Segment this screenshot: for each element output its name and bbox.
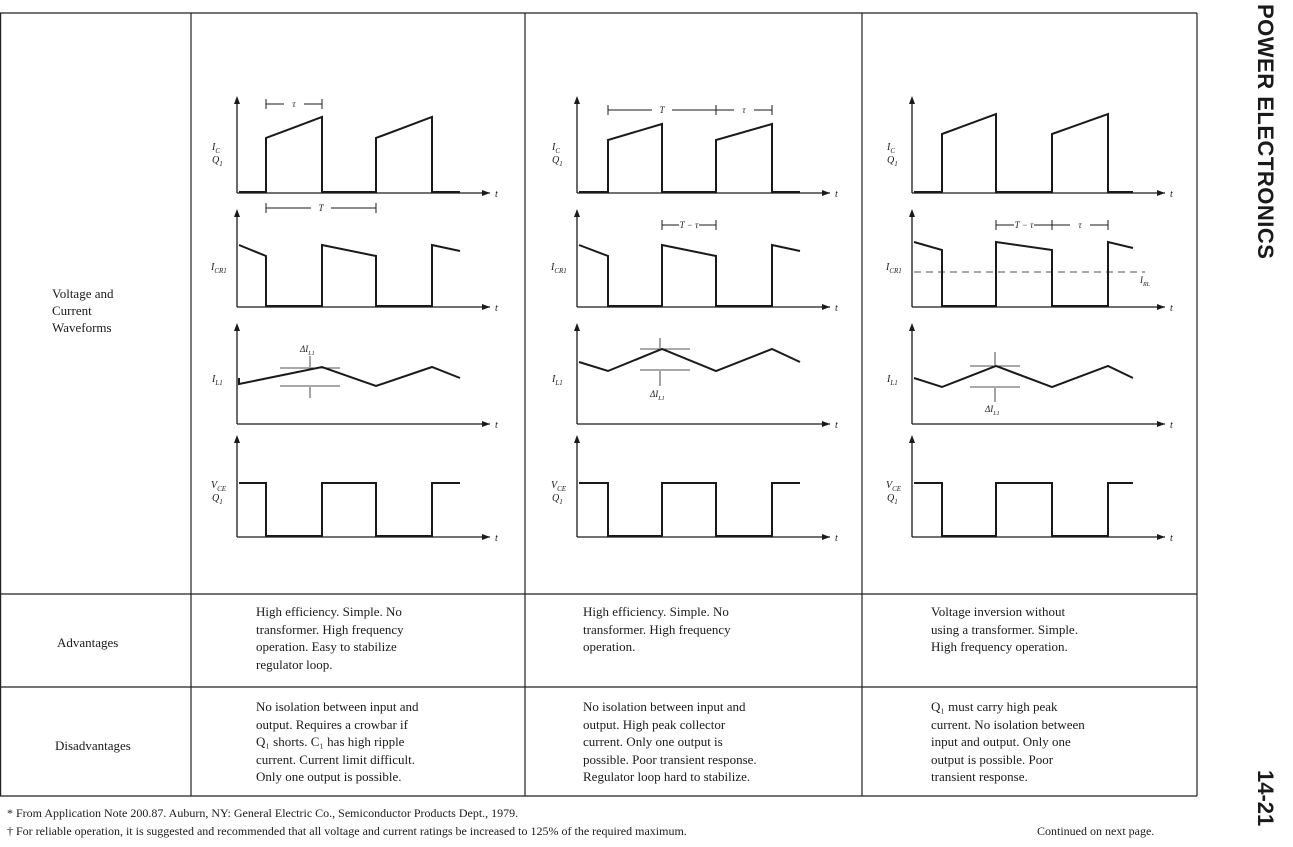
- page-number: 14-21: [1253, 770, 1278, 827]
- row-label-disadvantages: Disadvantages: [55, 738, 131, 753]
- cell-line: transformer. High frequency: [256, 621, 404, 637]
- axis-arrow-up: [909, 209, 915, 217]
- vce-label: $V_{CE}$: [551, 480, 567, 493]
- delta-il-label: $\Delta I_{L1}$: [650, 389, 665, 402]
- q1-label: $Q_1$: [212, 155, 223, 168]
- row-label-waveforms: [52, 285, 114, 336]
- cell-line: output. High peak collector: [583, 716, 726, 732]
- icr1-label: $I_{CR1}$: [211, 262, 227, 275]
- disadvantages-cell-buck: [256, 698, 418, 786]
- t-axis-label: t: [495, 533, 498, 544]
- cell-line: current. No isolation between: [931, 716, 1085, 732]
- axis-arrow-up: [574, 323, 580, 331]
- cell-line: High efficiency. Simple. No: [583, 604, 729, 619]
- row-label-line: Voltage and: [52, 286, 114, 301]
- ic-waveform: [914, 114, 1133, 192]
- period-dimension-label: T: [659, 105, 665, 115]
- axis-arrow-up: [574, 435, 580, 443]
- vce-waveform: [239, 483, 460, 536]
- off-time-dimension-label: T − τ: [679, 220, 699, 230]
- period-dimension-label: T: [318, 203, 324, 213]
- waveforms-buck-boost: [885, 96, 1173, 544]
- axis-arrow-right: [482, 190, 490, 196]
- ic-label: $I_C$: [212, 142, 221, 155]
- footnote-source: * From Application Note 200.87. Auburn, NY: General Electric Co., Semiconductor Products Dept., 1979.: [7, 806, 519, 820]
- axis-arrow-up: [909, 435, 915, 443]
- footnote-ratings: † For reliable operation, it is suggested and recommended that all voltage and current ratings be increased to 125% of the required maximum.: [7, 824, 687, 838]
- delta-il-label: $\Delta I_{L1}$: [985, 404, 1000, 417]
- cell-line: possible. Poor transient response.: [583, 751, 757, 767]
- icr1-waveform: [914, 242, 1133, 306]
- il1-waveform: [914, 366, 1133, 387]
- q1-label: $Q_1$: [887, 155, 898, 168]
- vce-q1-label: $Q_1$: [552, 493, 563, 506]
- axis-arrow-up: [234, 435, 240, 443]
- axis-arrow-right: [1157, 304, 1165, 310]
- cell-line: operation. Easy to stabilize: [256, 639, 397, 654]
- axis-arrow-right: [1157, 421, 1165, 427]
- t-axis-label: t: [835, 303, 838, 314]
- cell-line: Q₁ must carry high peak: [931, 699, 1058, 714]
- cell-line: Regulator loop hard to stabilize.: [583, 769, 751, 784]
- axis-arrow-right: [482, 304, 490, 310]
- icr1-waveform: [579, 245, 800, 306]
- t-axis-label: t: [1170, 420, 1173, 431]
- axis-arrow-right: [482, 534, 490, 540]
- axis-arrow-right: [822, 421, 830, 427]
- il1-waveform: [579, 349, 800, 371]
- cell-line: using a transformer. Simple.: [931, 621, 1078, 637]
- t-axis-label: t: [835, 533, 838, 544]
- advantages-cell-buck-boost: [931, 603, 1078, 656]
- il1-label: $I_{L1}$: [887, 374, 898, 387]
- cell-line: High efficiency. Simple. No: [256, 604, 402, 619]
- vce-q1-label: $Q_1$: [887, 493, 898, 506]
- axis-arrow-up: [234, 323, 240, 331]
- il1-label: $I_{L1}$: [552, 374, 563, 387]
- cell-line: operation.: [583, 639, 636, 654]
- cell-line: output. Requires a crowbar if: [256, 716, 408, 732]
- cell-line: transient response.: [931, 769, 1028, 784]
- axis-arrow-up: [909, 323, 915, 331]
- il1-waveform: [239, 367, 460, 386]
- continued-note: Continued on next page.: [1037, 824, 1155, 838]
- waveforms-buck: [210, 96, 498, 544]
- cell-line: Voltage inversion without: [931, 604, 1066, 619]
- ic-waveform: [579, 124, 800, 192]
- t-axis-label: t: [1170, 303, 1173, 314]
- cell-line: input and output. Only one: [931, 734, 1071, 749]
- icr1-label: $I_{CR1}$: [886, 262, 902, 275]
- axis-arrow-right: [822, 190, 830, 196]
- cell-line: No isolation between input and: [256, 699, 419, 714]
- cell-line: Q₁ shorts. C₁ has high ripple: [256, 734, 405, 749]
- vce-waveform: [914, 483, 1133, 536]
- vce-waveform: [579, 483, 800, 536]
- row-label-advantages: Advantages: [57, 635, 119, 650]
- axis-arrow-up: [574, 209, 580, 217]
- axis-arrow-up: [234, 96, 240, 104]
- q1-label: $Q_1$: [552, 155, 563, 168]
- il1-label: $I_{L1}$: [212, 374, 223, 387]
- tau-dimension-label: τ: [292, 99, 296, 109]
- section-title: POWER ELECTRONICS: [1253, 4, 1278, 260]
- axis-arrow-right: [822, 304, 830, 310]
- cell-line: transformer. High frequency: [583, 621, 731, 637]
- cell-line: current. Only one output is: [583, 734, 723, 749]
- tau-dimension-label: τ: [742, 105, 746, 115]
- t-axis-label: t: [1170, 189, 1173, 200]
- vce-label: $V_{CE}$: [886, 480, 902, 493]
- delta-il-label: $\Delta I_{L1}$: [300, 344, 315, 357]
- cell-line: regulator loop.: [256, 656, 333, 672]
- ic-label: $I_C$: [887, 142, 896, 155]
- t-axis-label: t: [495, 189, 498, 200]
- vce-label: $V_{CE}$: [211, 480, 227, 493]
- icr1-waveform: [239, 245, 460, 306]
- advantages-cell-buck: [256, 603, 404, 673]
- axis-arrow-up: [234, 209, 240, 217]
- axis-arrow-up: [909, 96, 915, 104]
- disadvantages-cell-buck-boost: [931, 698, 1085, 786]
- cell-line: No isolation between input and: [583, 699, 746, 714]
- ic-waveform: [239, 117, 460, 192]
- t-axis-label: t: [835, 420, 838, 431]
- ic-label: $I_C$: [552, 142, 561, 155]
- row-label-line: Waveforms: [52, 320, 112, 335]
- t-axis-label: t: [835, 189, 838, 200]
- off-time-dimension-label: T − τ: [1014, 220, 1034, 230]
- cell-line: output is possible. Poor: [931, 751, 1054, 767]
- cell-line: High frequency operation.: [931, 639, 1068, 654]
- t-axis-label: t: [495, 303, 498, 314]
- axis-arrow-up: [574, 96, 580, 104]
- disadvantages-cell-boost: [583, 698, 757, 786]
- t-axis-label: t: [495, 420, 498, 431]
- axis-arrow-right: [482, 421, 490, 427]
- axis-arrow-right: [822, 534, 830, 540]
- advantages-cell-boost: [583, 603, 731, 656]
- irl-label: $I_{RL}$: [1140, 275, 1151, 288]
- icr1-label: $I_{CR1}$: [551, 262, 567, 275]
- t-axis-label: t: [1170, 533, 1173, 544]
- tau-dimension-label: τ: [1078, 220, 1082, 230]
- axis-arrow-right: [1157, 190, 1165, 196]
- waveforms-boost: [550, 96, 838, 544]
- vce-q1-label: $Q_1$: [212, 493, 223, 506]
- axis-arrow-right: [1157, 534, 1165, 540]
- row-label-line: Current: [52, 303, 92, 318]
- cell-line: Only one output is possible.: [256, 769, 402, 784]
- cell-line: current. Current limit difficult.: [256, 751, 415, 767]
